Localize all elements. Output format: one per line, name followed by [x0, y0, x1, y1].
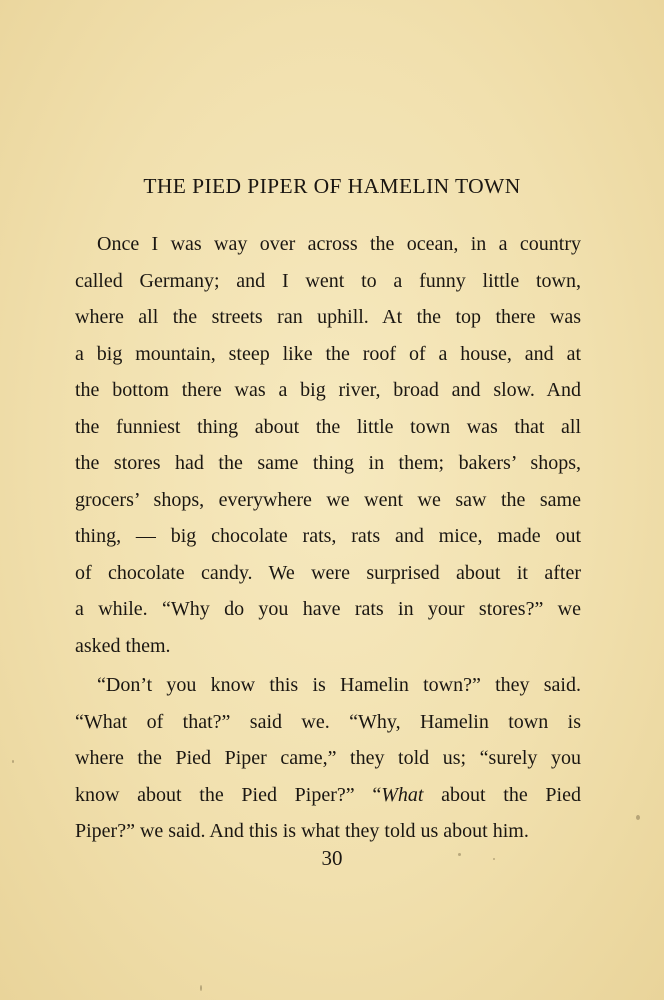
text-line: the stores had the same thing in them; bakers’ shops,	[75, 452, 581, 474]
text-line: Piper?” we said. And this is what they told us about him.	[75, 820, 529, 842]
paragraph-1	[75, 226, 581, 664]
text-line: a while. “Why do you have rats in your stores?” we	[75, 598, 581, 620]
text-line: where all the streets ran uphill. At the top there was	[75, 306, 581, 328]
body-text	[75, 226, 581, 850]
text-line: grocers’ shops, everywhere we went we saw the same	[75, 488, 581, 511]
paper-speck	[636, 815, 640, 820]
text-line: asked them.	[75, 634, 171, 657]
paper-speck	[200, 985, 202, 991]
text-line: called Germany; and I went to a funny little town,	[75, 269, 581, 292]
paper-speck	[458, 853, 461, 856]
page-number: 30	[321, 846, 343, 870]
chapter-title: THE PIED PIPER OF HAMELIN TOWN	[143, 174, 521, 198]
text-line: “Don’t you know this is Hamelin town?” they said.	[97, 674, 581, 696]
text-line: of chocolate candy. We were surprised about it after	[75, 561, 581, 584]
text-line: thing, — big chocolate rats, rats and mice, made out	[75, 525, 581, 547]
text-line: “What of that?” said we. “Why, Hamelin town is	[75, 710, 581, 733]
text-segment: know about the Pied Piper?” “What about the Pied	[75, 783, 581, 806]
text-line-with-italic	[75, 777, 581, 814]
paragraph-2	[75, 667, 581, 850]
text-line: a big mountain, steep like the roof of a house, and at	[75, 342, 581, 365]
text-line: the bottom there was a big river, broad and slow. And	[75, 379, 581, 401]
emphasis: What	[381, 783, 424, 806]
text-line: the funniest thing about the little town was that all	[75, 415, 581, 438]
text-line: where the Pied Piper came,” they told us; “surely you	[75, 747, 581, 769]
paper-speck	[12, 760, 14, 763]
paper-speck	[493, 858, 495, 860]
text-line: Once I was way over across the ocean, in a country	[97, 233, 581, 255]
